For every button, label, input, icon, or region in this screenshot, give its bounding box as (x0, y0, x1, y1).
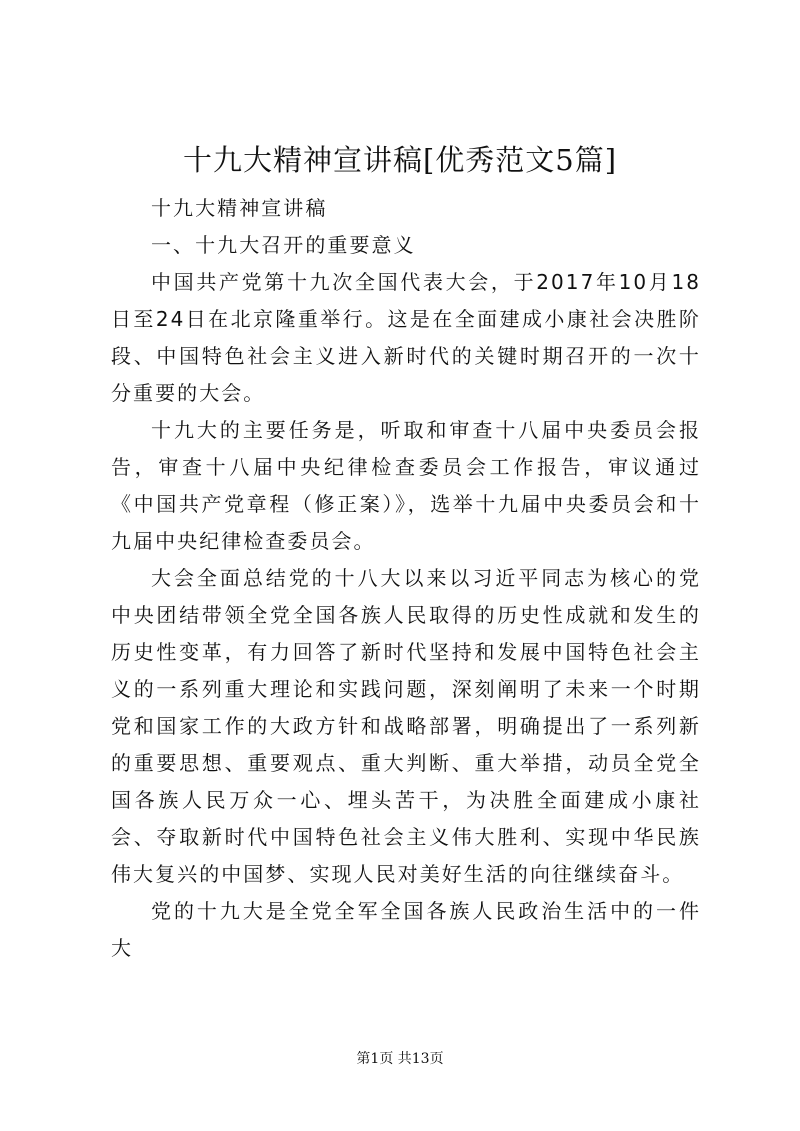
paragraph: 大会全面总结党的十八大以来以习近平同志为核心的党中央团结带领全党全国各族人民取得的历史性成就和发生的历史性变革，有力回答了新时代坚持和发展中国特色社会主义的一系列重大理论和实践问题，深刻阐明了未来一个时期党和国家工作的大政方针和战略部署，明确提出了一系列新的重要思想、重要观点、重大判断、重大举措，动员全党全国各族人民万众一心、埋头苦干，为决胜全面建成小康社会、夺取新时代中国特色社会主义伟大胜利、实现中华民族伟大复兴的中国梦、实现人民对美好生活的向往继续奋斗。 (111, 566, 701, 886)
document-body (111, 190, 701, 967)
page-number: 第1页 共13页 (356, 1051, 444, 1067)
subsection-heading: 一、十九大召开的重要意义 (151, 233, 416, 257)
section-heading: 十九大精神宣讲稿 (151, 196, 328, 220)
paragraph: 中国共产党第十九次全国代表大会，于2017年10月18日至24日在北京隆重举行。这是在全面建成小康社会决胜阶段、中国特色社会主义进入新时代的关键时期召开的一次十分重要的大会。 (111, 270, 701, 405)
document-title: 十九大精神宣讲稿[优秀范文5篇] (182, 143, 618, 177)
paragraph: 十九大的主要任务是，听取和审查十八届中央委员会报告，审查十八届中央纪律检查委员会工作报告，审议通过《中国共产党章程（修正案）》，选举十九届中央委员会和十九届中央纪律检查委员会。 (111, 418, 701, 553)
paragraph: 党的十九大是全党全军全国各族人民政治生活中的一件大 (111, 899, 701, 960)
